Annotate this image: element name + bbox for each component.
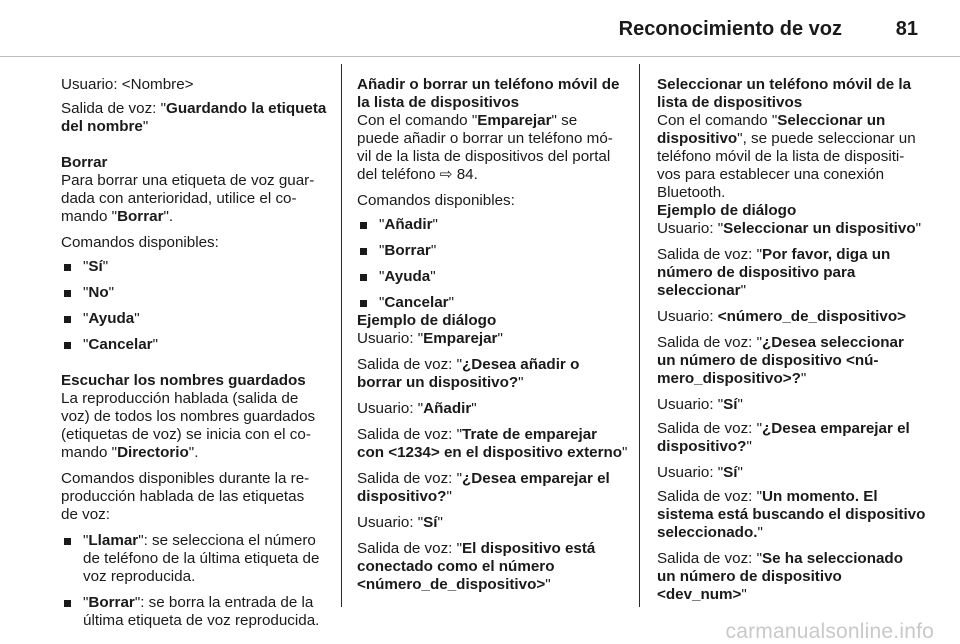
text-line: Salida de voz: "¿Desea seleccionar: [657, 334, 904, 351]
list-item: "Añadir": [357, 216, 623, 234]
column-divider-left: [341, 64, 342, 607]
text-line: Comandos disponibles:: [357, 192, 515, 209]
list-item: "No": [61, 284, 323, 302]
column-right: [657, 76, 926, 604]
text-line: Salida de voz: "¿Desea añadir o: [357, 356, 580, 373]
list-item: "Ayuda": [357, 268, 623, 286]
list-item: "Borrar": [357, 242, 623, 260]
bullet-icon: [64, 532, 75, 586]
text-line: mando "Directorio".: [61, 444, 199, 461]
text-line: teléfono móvil de la lista de dispositi-: [657, 148, 905, 165]
text-line: Comandos disponibles durante la re-: [61, 470, 310, 487]
text-line: <dev_num>": [657, 586, 747, 603]
text-line: vos para establecer una conexión: [657, 166, 885, 183]
text-line: Comandos disponibles:: [61, 234, 219, 251]
bullet-icon: [360, 294, 371, 312]
text-line: un número de dispositivo: [657, 568, 842, 585]
text-line: con <1234> en el dispositivo externo": [357, 444, 628, 461]
text-line: un número de dispositivo <nú-: [657, 352, 879, 369]
text-line: de voz:: [61, 506, 110, 523]
list-item: "Sí": [61, 258, 323, 276]
text-line: dispositivo?": [357, 488, 452, 505]
text-line: mando "Borrar".: [61, 208, 174, 225]
bullet-icon: [64, 284, 75, 302]
text-line: dada con anterioridad, utilice el co-: [61, 190, 297, 207]
text-line: seleccionado.": [657, 524, 763, 541]
text-line: Con el comando "Seleccionar un: [657, 112, 886, 129]
watermark: carmanualsonline.info: [725, 620, 934, 643]
bullet-icon: [64, 594, 75, 630]
text-line: dispositivo?": [657, 438, 752, 455]
text-line: Salida de voz: "Por favor, diga un: [657, 246, 891, 263]
text-line: Usuario: "Sí": [357, 514, 443, 531]
section-heading: la lista de dispositivos: [357, 94, 520, 111]
bullet-icon: [64, 258, 75, 276]
text-line: producción hablada de las etiquetas: [61, 488, 305, 505]
bullet-icon: [64, 310, 75, 328]
bullet-icon: [64, 336, 75, 354]
text-line: vil de la lista de dispositivos del portal: [357, 148, 611, 165]
text-line: (etiquetas de voz) se inicia con el co-: [61, 426, 311, 443]
text-line: Salida de voz: "Se ha seleccionado: [657, 550, 903, 567]
text-line: La reproducción hablada (salida de: [61, 390, 299, 407]
list-item: "Cancelar": [357, 294, 623, 312]
page-number: 81: [895, 18, 918, 40]
text-line: Usuario: "Sí": [657, 464, 743, 481]
text-line: puede añadir o borrar un teléfono mó-: [357, 130, 613, 147]
text-line: Usuario: <número_de_dispositivo>: [657, 308, 906, 325]
text-line: <número_de_dispositivo>": [357, 576, 551, 593]
text-line: del nombre": [61, 118, 149, 135]
page-header-title: Reconocimiento de voz: [618, 18, 842, 40]
text-line: sistema está buscando el dispositivo: [657, 506, 926, 523]
text-line: Usuario: <Nombre>: [61, 76, 194, 93]
list-item: "Llamar": se selecciona el número de teléfono de la última etiqueta de voz reproducida.: [61, 532, 323, 586]
list-item: "Borrar": se borra la entrada de la última etiqueta de voz reproducida.: [61, 594, 323, 630]
section-heading: Borrar: [61, 154, 108, 171]
text-line: dispositivo", se puede seleccionar un: [657, 130, 916, 147]
text-line: Salida de voz: "Trate de emparejar: [357, 426, 598, 443]
text-line: Salida de voz: "El dispositivo está: [357, 540, 596, 557]
text-line: voz) de todos los nombres guardados: [61, 408, 316, 425]
text-line: Usuario: "Emparejar": [357, 330, 503, 347]
column-middle: [357, 76, 628, 594]
text-line: borrar un dispositivo?": [357, 374, 524, 391]
bullet-icon: [360, 242, 371, 260]
section-heading: lista de dispositivos: [657, 94, 803, 111]
bullet-icon: [360, 216, 371, 234]
section-heading: Ejemplo de diálogo: [657, 202, 797, 219]
section-heading: Ejemplo de diálogo: [357, 312, 497, 329]
text-line: del teléfono ⇨ 84.: [357, 166, 478, 183]
section-heading: Añadir o borrar un teléfono móvil de: [357, 76, 620, 93]
text-line: mero_dispositivo>?": [657, 370, 807, 387]
list-item: "Ayuda": [61, 310, 323, 328]
section-heading: Seleccionar un teléfono móvil de la: [657, 76, 912, 93]
text-line: Con el comando "Emparejar" se: [357, 112, 578, 129]
text-line: Usuario: "Añadir": [357, 400, 477, 417]
text-line: Salida de voz: "¿Desea emparejar el: [357, 470, 610, 487]
text-line: Salida de voz: "¿Desea emparejar el: [657, 420, 910, 437]
text-line: seleccionar": [657, 282, 746, 299]
text-line: Salida de voz: "Guardando la etiqueta: [61, 100, 327, 117]
bullet-icon: [360, 268, 371, 286]
text-line: Usuario: "Sí": [657, 396, 743, 413]
column-left: [61, 76, 327, 630]
column-divider-right: [639, 64, 640, 607]
text-line: conectado como el número: [357, 558, 555, 575]
text-line: Salida de voz: "Un momento. El: [657, 488, 878, 505]
text-line: Para borrar una etiqueta de voz guar-: [61, 172, 315, 189]
text-line: Usuario: "Seleccionar un dispositivo": [657, 220, 922, 237]
header-rule: [0, 56, 960, 57]
list-item: "Cancelar": [61, 336, 323, 354]
text-line: Bluetooth.: [657, 184, 726, 201]
section-heading: Escuchar los nombres guardados: [61, 372, 306, 389]
text-line: número de dispositivo para: [657, 264, 856, 281]
